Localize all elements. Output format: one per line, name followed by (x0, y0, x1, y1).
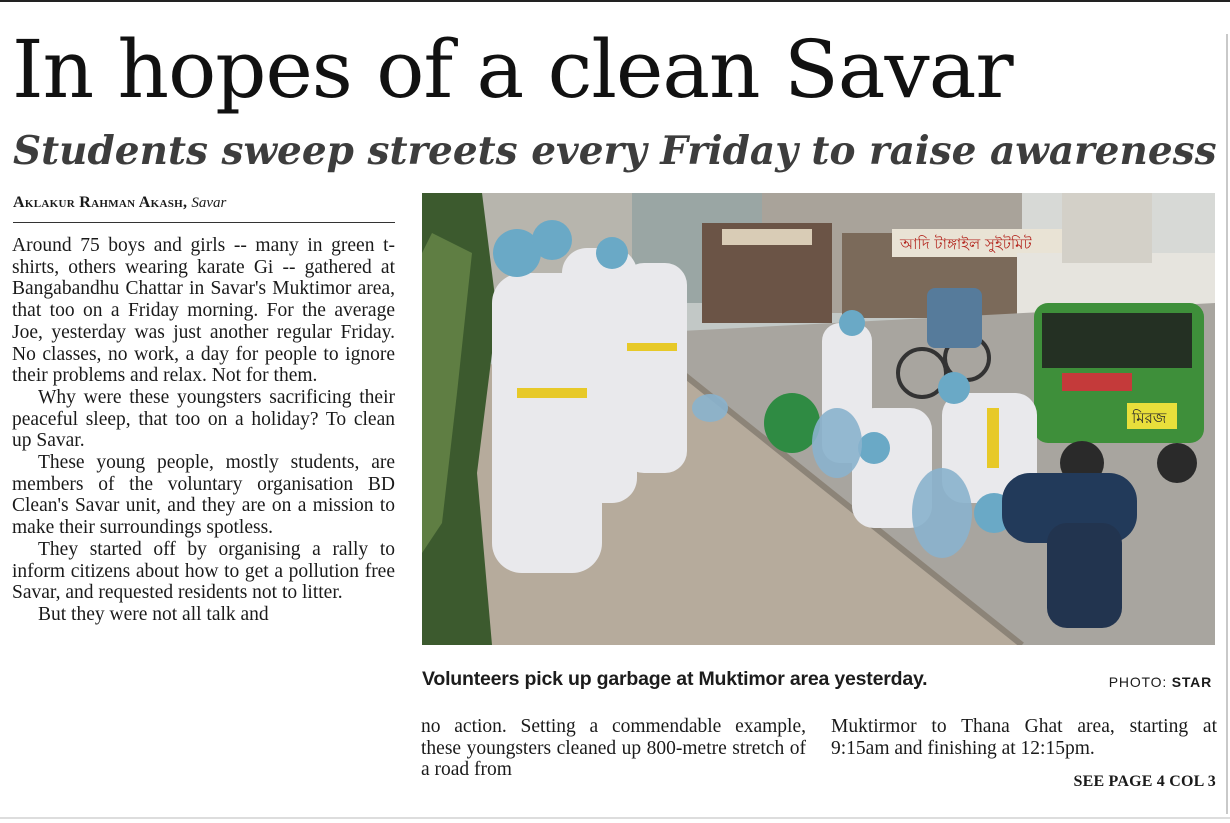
bottom-rule (0, 817, 1230, 819)
paragraph: Around 75 boys and girls -- many in green t-shirts, others wearing karate Gi -- gathered at Bangabandhu Chattar in Savar's Muktimor area, that too on a Friday morning. For the average Joe, yesterday was just another regular Friday. No classes, no work, a day for people to ignore their problems and relax. Not for them. (12, 235, 395, 387)
rickshaw-plate: মিরজ (1132, 409, 1167, 427)
byline-author: Aklakur Rahman Akash, (13, 194, 188, 211)
photo-credit (1000, 674, 1212, 690)
photo-credit-label: PHOTO: (1108, 674, 1168, 690)
paragraph: They started off by organising a rally to inform citizens about how to get a pollution free Savar, and requested residents not to litter. (12, 538, 395, 604)
paragraph: Why were these youngsters sacrificing their peaceful sleep, that too on a holiday? To clean up Savar. (12, 386, 395, 452)
continued-jump-line: SEE PAGE 4 COL 3 (1073, 773, 1216, 790)
byline-location: Savar (191, 195, 227, 211)
article-column-2 (421, 716, 806, 781)
headline: In hopes of a clean Savar (12, 23, 1013, 116)
photo-credit-source: STAR (1171, 674, 1212, 690)
paragraph: But they were not all talk and (38, 603, 269, 625)
paragraph: no action. Setting a commendable example, these youngsters cleaned up 800-metre stretch of a road from (421, 716, 806, 781)
news-photo (422, 193, 1215, 645)
article-column-1 (12, 235, 395, 626)
subheadline: Students sweep streets every Friday to raise awareness (13, 128, 1217, 174)
byline (13, 192, 395, 223)
shop-sign: আদি টাঙ্গাইল সুইটমিট (900, 235, 1032, 253)
top-rule (0, 0, 1230, 2)
photo-caption: Volunteers pick up garbage at Muktimor area yesterday. (422, 668, 928, 690)
paragraph: These young people, mostly students, are members of the voluntary organisation BD Clean's Savar unit, and they are on a mission to make their surroundings spotless. (12, 452, 395, 539)
paragraph: Muktirmor to Thana Ghat area, starting at 9:15am and finishing at 12:15pm. (831, 716, 1217, 759)
article-column-3 (831, 716, 1217, 759)
column-rule (1226, 34, 1228, 814)
